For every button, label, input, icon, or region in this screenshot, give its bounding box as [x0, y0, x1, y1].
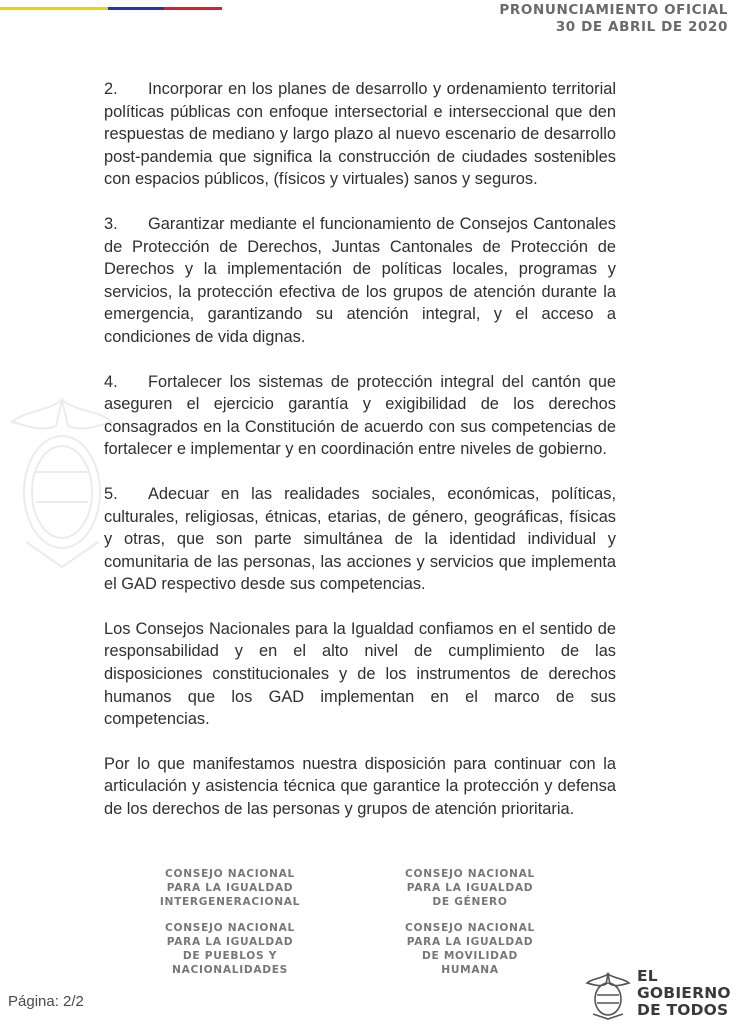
list-item — [104, 483, 616, 596]
header-date: 30 DE ABRIL DE 2020 — [555, 19, 728, 35]
list-item — [104, 78, 616, 191]
flag-blue — [108, 7, 164, 10]
item-number: 4. — [104, 372, 118, 391]
signature-pueblos — [150, 921, 310, 977]
sig-line: INTERGENERACIONAL — [159, 896, 301, 908]
page-number: Página: 2/2 — [8, 993, 84, 1010]
logo-line: EL — [637, 967, 658, 985]
item-text: Fortalecer los sistemas de protección integral del cantón que aseguren el ejercicio garantía y exigibilidad de los derechos consagrados en la Constitución de acuerdo con sus competencias de fortalecer e implementar y en coordinación entre niveles de gobierno. — [104, 372, 616, 459]
item-number: 3. — [104, 214, 118, 233]
coat-of-arms-watermark-icon — [6, 392, 118, 582]
sig-line: HUMANA — [441, 964, 499, 976]
flag-yellow — [0, 7, 108, 10]
sig-line: PARA LA IGUALDAD — [406, 882, 534, 894]
sig-line: CONSEJO NACIONAL — [405, 922, 535, 934]
sig-line: DE PUEBLOS Y — [182, 950, 278, 962]
item-number: 2. — [104, 80, 118, 98]
list-item — [104, 213, 616, 349]
signature-movilidad — [390, 921, 550, 977]
gobierno-logo — [585, 966, 735, 1022]
document-body — [104, 78, 616, 843]
signature-genero — [390, 867, 550, 909]
document-header — [499, 2, 728, 36]
header-title: PRONUNCIAMIENTO OFICIAL — [499, 2, 728, 18]
item-text: Incorporar en los planes de desarrollo y ordenamiento territorial políticas públicas con enfoque intersectorial e interseccional que den respuestas de mediano y largo plazo al nuevo escenario de desarrollo post-pandemia que significa la construcción de ciudades sostenibles con espacios públicos, (físicos y virtuales) sanos y seguros. — [104, 80, 616, 189]
flag-red — [164, 7, 222, 10]
sig-line: CONSEJO NACIONAL — [405, 868, 535, 880]
sig-line: DE GÉNERO — [432, 896, 508, 908]
sig-line: PARA LA IGUALDAD — [406, 936, 534, 948]
sig-line: DE MOVILIDAD — [422, 950, 518, 962]
sig-line: PARA LA IGUALDAD — [166, 936, 294, 948]
paragraph-confidence: Los Consejos Nacionales para la Igualdad confiamos en el sentido de responsabilidad y en el alto nivel de cumplimiento de las disposiciones constitucionales y de los instrumentos de derechos humanos que los GAD implementan en el marco de sus competencias. — [104, 619, 616, 729]
flag-stripe — [0, 7, 222, 10]
item-number: 5. — [104, 484, 118, 503]
sig-line: CONSEJO NACIONAL — [165, 922, 295, 934]
list-item — [104, 371, 616, 461]
item-text: Adecuar en las realidades sociales, económicas, políticas, culturales, religiosas, étnicas, etarias, de género, geográficas, físicas y otras, que son parte simultánea de la identidad individual y comunitaria de las personas, las acciones y servicios que implementa el GAD respectivo desde sus competencias. — [104, 484, 616, 594]
sig-line: PARA LA IGUALDAD — [166, 882, 294, 894]
coat-of-arms-icon — [585, 970, 631, 1020]
item-text: Garantizar mediante el funcionamiento de Consejos Cantonales de Protección de Derechos, Juntas Cantonales de Protección de Derechos y la implementación de políticas locales, programas y servicios, la protección efectiva de los grupos de atención durante la emergencia, garantizando su atención integral, y el acceso a condiciones de vida dignas. — [104, 214, 616, 346]
signature-intergeneracional — [150, 867, 310, 909]
sig-line: NACIONALIDADES — [172, 964, 288, 976]
logo-text — [637, 968, 731, 1019]
paragraph-disposition: Por lo que manifestamos nuestra disposición para continuar con la articulación y asistencia técnica que garantice la protección y defensa de los derechos de las personas y grupos de atención prioritaria. — [104, 754, 616, 819]
logo-line: GOBIERNO — [637, 984, 731, 1002]
logo-line: DE TODOS — [637, 1001, 729, 1019]
sig-line: CONSEJO NACIONAL — [165, 868, 295, 880]
